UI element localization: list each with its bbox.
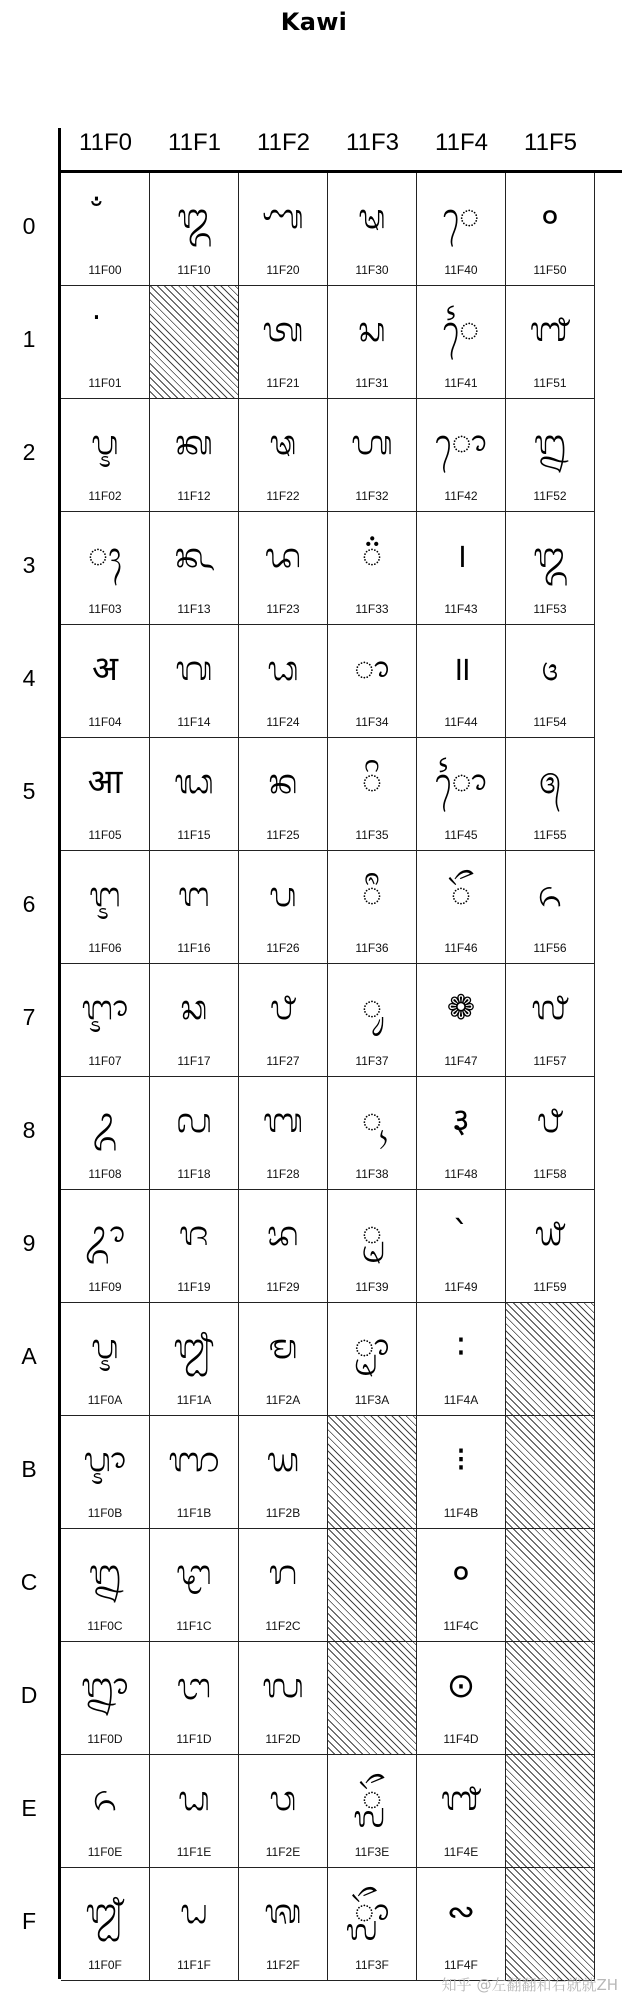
char-glyph: ᬵ: [354, 649, 390, 689]
code-point-label: 11F21: [266, 376, 300, 390]
unassigned-cell: [506, 1303, 595, 1416]
column-header: 11F5: [524, 129, 577, 156]
char-glyph: ᬲ: [358, 310, 386, 350]
char-cell: [61, 286, 150, 399]
char-cell: [61, 851, 150, 964]
row-header: 0: [22, 213, 36, 239]
code-point-label: 11F2A: [265, 1393, 301, 1407]
char-cell: [239, 399, 328, 512]
code-point-label: 11F49: [444, 1280, 478, 1294]
char-glyph: ᬊ: [84, 1214, 126, 1254]
char-glyph: ᬥ: [267, 649, 299, 689]
char-cell: [150, 1642, 239, 1755]
column-header: 11F1: [168, 129, 221, 156]
code-point-label: 11F20: [266, 263, 300, 277]
char-cell: [150, 1868, 239, 1981]
char-glyph: ᭘: [536, 1101, 563, 1141]
char-glyph: ᬳ: [351, 423, 393, 463]
char-glyph: ᬼ: [361, 1779, 383, 1819]
code-point-label: 11F3A: [354, 1393, 390, 1407]
row-header: F: [21, 1908, 37, 1934]
code-point-label: 11F53: [533, 602, 567, 616]
char-cell: [506, 625, 595, 738]
row-header: C: [20, 1569, 38, 1595]
char-glyph: ᬇ: [89, 875, 121, 915]
char-cell: [239, 286, 328, 399]
code-point-label: 11F27: [266, 1054, 300, 1068]
code-point-label: 11F45: [444, 828, 478, 842]
char-cell: [417, 1077, 506, 1190]
char-glyph: ᬟ: [178, 1779, 210, 1819]
code-point-label: 11F52: [533, 489, 567, 503]
char-glyph: ᭀ: [435, 423, 487, 463]
code-point-label: 11F30: [355, 263, 389, 277]
char-glyph: ᬉ: [92, 1101, 118, 1141]
char-cell: [506, 851, 595, 964]
code-point-label: 11F3E: [354, 1845, 390, 1859]
code-point-label: 11F23: [266, 602, 300, 616]
char-glyph: ᭓: [533, 536, 567, 576]
code-point-label: 11F55: [533, 828, 567, 842]
char-cell: [328, 173, 417, 286]
char-cell: [150, 964, 239, 1077]
char-glyph: ०: [452, 1553, 470, 1593]
unassigned-cell: [328, 1529, 417, 1642]
char-glyph: ᬱ: [358, 197, 386, 237]
char-glyph: ᬣ: [269, 423, 297, 463]
char-glyph: ᬔ: [174, 536, 214, 576]
char-cell: [150, 625, 239, 738]
code-point-label: 11F14: [177, 715, 211, 729]
char-glyph: ᬎ: [81, 1666, 129, 1706]
char-cell: [328, 512, 417, 625]
char-glyph: ᬋ: [91, 423, 119, 463]
code-point-label: 11F18: [177, 1167, 211, 1181]
char-glyph: ᭂ: [450, 875, 472, 915]
char-glyph: ᬏ: [92, 1779, 118, 1819]
code-point-label: 11F36: [355, 941, 389, 955]
char-cell: [150, 851, 239, 964]
char-cell: [61, 173, 150, 286]
row-header: 9: [22, 1230, 36, 1256]
char-glyph: ᬰ: [264, 1892, 302, 1932]
char-cell: [150, 1303, 239, 1416]
code-point-label: 11F10: [177, 263, 211, 277]
char-cell: [239, 1642, 328, 1755]
char-cell: [328, 851, 417, 964]
char-cell: [328, 625, 417, 738]
code-point-label: 11F44: [444, 715, 478, 729]
char-cell: [150, 512, 239, 625]
row-header: D: [20, 1682, 38, 1708]
char-glyph: अ: [92, 649, 118, 689]
unassigned-cell: [328, 1642, 417, 1755]
char-cell: [61, 1868, 150, 1981]
row-header: B: [21, 1456, 37, 1482]
code-point-label: 11F40: [444, 263, 478, 277]
char-cell: [239, 1529, 328, 1642]
char-glyph: ᬶ: [361, 762, 383, 802]
unassigned-cell: [506, 1416, 595, 1529]
row-header: 6: [22, 891, 36, 917]
char-glyph: ᬺ: [361, 1214, 383, 1254]
char-glyph: ᬐ: [85, 1892, 125, 1932]
code-point-label: 11F42: [444, 489, 478, 503]
char-glyph: ˋ: [452, 1214, 470, 1254]
code-point-label: 11F29: [266, 1280, 300, 1294]
char-cell: [328, 1077, 417, 1190]
code-point-label: 11F22: [266, 489, 300, 503]
char-cell: [417, 1416, 506, 1529]
char-glyph: ᬮ: [262, 1666, 304, 1706]
code-point-label: 11F31: [355, 376, 389, 390]
char-glyph: ᬫ: [268, 1327, 298, 1367]
char-glyph: ᬋ: [91, 1327, 119, 1367]
char-cell: [239, 173, 328, 286]
char-glyph: ⊙: [446, 1666, 476, 1706]
char-cell: [328, 1303, 417, 1416]
char-glyph: [61, 300, 149, 360]
char-cell: [61, 399, 150, 512]
char-glyph: ᬌ: [83, 1440, 127, 1480]
code-point-label: 11F16: [177, 941, 211, 955]
code-point-label: 11F56: [533, 941, 567, 955]
char-glyph: ᬛ: [173, 1327, 215, 1367]
char-cell: [417, 625, 506, 738]
code-point-label: 11F41: [444, 376, 478, 390]
char-glyph: ᬦ: [268, 762, 298, 802]
char-cell: [239, 1303, 328, 1416]
char-cell: [417, 1642, 506, 1755]
char-cell: [506, 286, 595, 399]
unassigned-cell: [150, 286, 239, 399]
code-point-label: 11F2D: [265, 1732, 301, 1746]
char-cell: [506, 1190, 595, 1303]
char-glyph: ∶: [456, 1327, 466, 1367]
char-glyph: ᬩ: [262, 1101, 304, 1141]
char-cell: [61, 1642, 150, 1755]
code-point-label: 11F1E: [176, 1845, 212, 1859]
code-point-label: 11F34: [355, 715, 389, 729]
char-cell: [417, 173, 506, 286]
char-glyph: ᬸ: [361, 988, 383, 1028]
char-glyph: ०: [541, 197, 559, 237]
char-cell: [239, 1416, 328, 1529]
row-header: 7: [22, 1004, 36, 1030]
char-cell: [61, 1190, 150, 1303]
row-header: 5: [22, 778, 36, 804]
code-point-label: 11F43: [444, 602, 478, 616]
code-point-label: 11F17: [177, 1054, 211, 1068]
code-point-label: 11F50: [533, 263, 567, 277]
char-cell: [417, 1190, 506, 1303]
code-point-label: 11F57: [533, 1054, 567, 1068]
char-cell: [239, 1755, 328, 1868]
code-point-label: 11F13: [177, 602, 211, 616]
code-point-label: 11F4D: [443, 1732, 479, 1746]
row-header: E: [21, 1795, 37, 1821]
char-cell: [417, 1529, 506, 1642]
unassigned-cell: [506, 1868, 595, 1981]
char-glyph: ᬷ: [361, 875, 383, 915]
char-glyph: ᬖ: [174, 762, 214, 802]
char-cell: [506, 738, 595, 851]
char-glyph: ᬍ: [88, 1553, 122, 1593]
char-glyph: ᭑: [529, 310, 571, 350]
code-point-label: 11F1C: [176, 1619, 212, 1633]
code-point-label: 11F0C: [87, 1619, 123, 1633]
row-header: 1: [22, 326, 36, 352]
char-glyph: ᬘ: [180, 988, 208, 1028]
column-header: 11F2: [257, 129, 310, 156]
char-cell: [239, 851, 328, 964]
char-glyph: ᬜ: [168, 1440, 220, 1480]
row-header: 4: [22, 665, 36, 691]
char-glyph: ᬄ: [87, 536, 123, 576]
char-glyph: ᬿ: [442, 310, 480, 350]
char-cell: [61, 512, 150, 625]
char-glyph: ᬪ: [267, 1214, 299, 1254]
char-cell: [150, 1190, 239, 1303]
code-point-label: 11F06: [88, 941, 122, 955]
code-point-label: 11F15: [177, 828, 211, 842]
watermark: 知乎 @左翻翻和右就就ZH: [441, 1976, 618, 1994]
code-point-label: 11F01: [88, 376, 122, 390]
column-header: 11F0: [79, 129, 132, 156]
char-cell: [150, 173, 239, 286]
code-point-label: 11F2F: [266, 1958, 300, 1972]
code-point-label: 11F46: [444, 941, 478, 955]
code-point-label: 11F2C: [265, 1619, 301, 1633]
char-cell: [506, 399, 595, 512]
code-point-label: 11F1D: [176, 1732, 212, 1746]
char-glyph: ᬈ: [81, 988, 129, 1028]
char-glyph: ᬹ: [361, 1101, 383, 1141]
code-point-label: 11F05: [88, 828, 122, 842]
char-cell: [61, 1303, 150, 1416]
char-glyph: ᬙ: [176, 1101, 212, 1141]
char-cell: [328, 738, 417, 851]
char-cell: [150, 1755, 239, 1868]
code-point-label: 11F4A: [443, 1393, 479, 1407]
char-cell: [417, 1303, 506, 1416]
code-point-label: 11F59: [533, 1280, 567, 1294]
char-cell: [239, 512, 328, 625]
char-glyph: ᬴: [361, 536, 383, 576]
char-cell: [417, 512, 506, 625]
code-point-label: 11F54: [533, 715, 567, 729]
code-point-label: 11F38: [355, 1167, 389, 1181]
code-point-label: 11F2E: [265, 1845, 301, 1859]
code-point-label: 11F00: [88, 263, 122, 277]
char-glyph: ᬨ: [269, 988, 296, 1028]
code-point-label: 11F39: [355, 1280, 389, 1294]
char-cell: [417, 286, 506, 399]
code-point-label: 11F04: [88, 715, 122, 729]
unassigned-cell: [328, 1416, 417, 1529]
chart-title: Kawi: [280, 8, 348, 36]
char-glyph: ❁: [446, 988, 476, 1028]
row-header: 8: [22, 1117, 36, 1143]
char-cell: [239, 625, 328, 738]
char-glyph: ᬻ: [354, 1327, 390, 1367]
code-point-label: 11F33: [355, 602, 389, 616]
code-point-label: 11F4C: [443, 1619, 479, 1633]
char-glyph: आ: [87, 762, 123, 802]
code-point-label: 11F1B: [176, 1506, 212, 1520]
char-glyph: ᬕ: [175, 649, 213, 689]
char-cell: [150, 1416, 239, 1529]
char-cell: [61, 964, 150, 1077]
code-point-label: 11F07: [88, 1054, 122, 1068]
code-point-label: 11F25: [266, 828, 300, 842]
code-point-label: 11F2B: [265, 1506, 301, 1520]
row-header: 2: [22, 439, 36, 465]
row-header-rule: [58, 128, 61, 1979]
char-glyph: ⁝: [455, 1440, 467, 1480]
char-cell: [328, 399, 417, 512]
char-cell: [61, 1077, 150, 1190]
char-glyph: ᬞ: [176, 1666, 212, 1706]
code-point-label: 11F32: [355, 489, 389, 503]
char-cell: [506, 1077, 595, 1190]
char-glyph: [61, 187, 149, 247]
char-cell: [506, 173, 595, 286]
code-point-label: 11F4E: [443, 1845, 479, 1859]
char-glyph: ᬭ: [268, 1553, 298, 1593]
row-header: 3: [22, 552, 36, 578]
code-point-label: 11F1A: [176, 1393, 212, 1407]
char-cell: [239, 738, 328, 851]
code-point-label: 11F24: [266, 715, 300, 729]
code-point-label: 11F26: [266, 941, 300, 955]
char-cell: [328, 1868, 417, 1981]
code-point-label: 11F37: [355, 1054, 389, 1068]
code-point-label: 11F03: [88, 602, 122, 616]
char-cell: [328, 1755, 417, 1868]
column-header: 11F3: [346, 129, 399, 156]
char-glyph: ᬾ: [442, 197, 480, 237]
char-glyph: ᬬ: [266, 1440, 300, 1480]
char-cell: [328, 964, 417, 1077]
code-point-label: 11F4B: [443, 1506, 479, 1520]
char-glyph: ᬑ: [177, 197, 211, 237]
code-point-label: 11F09: [88, 1280, 122, 1294]
char-cell: [61, 738, 150, 851]
char-cell: [61, 1755, 150, 1868]
code-point-label: 11F02: [88, 489, 122, 503]
code-point-label: 11F48: [444, 1167, 478, 1181]
char-cell: [61, 625, 150, 738]
char-cell: [417, 1868, 506, 1981]
code-point-label: 11F4F: [444, 1958, 478, 1972]
char-cell: [150, 738, 239, 851]
char-cell: [328, 1190, 417, 1303]
code-point-label: 11F58: [533, 1167, 567, 1181]
char-cell: [61, 1529, 150, 1642]
char-glyph: ᬚ: [179, 1214, 209, 1254]
char-glyph: ᭖: [537, 875, 563, 915]
char-glyph: ᭙: [534, 1214, 566, 1254]
char-cell: [328, 286, 417, 399]
char-cell: [239, 1077, 328, 1190]
code-point-label: 11F19: [177, 1280, 211, 1294]
code-point-label: 11F0B: [87, 1506, 123, 1520]
char-glyph: ᭔: [541, 649, 559, 689]
char-glyph: ᬡ: [262, 197, 304, 237]
code-point-label: 11F0A: [87, 1393, 123, 1407]
code-point-label: 11F35: [355, 828, 389, 842]
char-glyph: ᬓ: [175, 423, 213, 463]
code-point-label: 11F08: [88, 1167, 122, 1181]
code-point-label: 11F0F: [88, 1958, 122, 1972]
char-glyph: ᭗: [531, 988, 569, 1028]
code-point-label: 11F1F: [177, 1958, 211, 1972]
char-glyph: ᬤ: [264, 536, 302, 576]
char-cell: [506, 964, 595, 1077]
char-glyph: ᬝ: [176, 1553, 212, 1593]
char-glyph: ॥: [450, 649, 472, 689]
code-point-label: 11F12: [177, 489, 211, 503]
char-cell: [417, 1755, 506, 1868]
code-point-label: 11F0E: [87, 1845, 123, 1859]
char-glyph: ᬯ: [269, 1779, 297, 1819]
char-glyph: ।: [454, 536, 468, 576]
code-point-label: 11F3F: [355, 1958, 389, 1972]
char-glyph: ३: [452, 1101, 470, 1141]
code-point-label: 11F28: [266, 1167, 300, 1181]
char-glyph: ᬽ: [354, 1892, 390, 1932]
char-cell: [506, 512, 595, 625]
char-glyph: ∾: [446, 1892, 476, 1932]
code-point-label: 11F0D: [87, 1732, 123, 1746]
char-cell: [61, 1416, 150, 1529]
char-glyph: ᭁ: [435, 762, 487, 802]
char-cell: [239, 1868, 328, 1981]
row-header: A: [21, 1343, 37, 1369]
unassigned-cell: [506, 1642, 595, 1755]
char-glyph: ᬗ: [178, 875, 210, 915]
column-header: 11F4: [435, 129, 488, 156]
char-glyph: ᬠ: [180, 1892, 208, 1932]
char-cell: [417, 738, 506, 851]
char-cell: [150, 1077, 239, 1190]
char-glyph: ᬧ: [269, 875, 297, 915]
code-point-label: 11F47: [444, 1054, 478, 1068]
char-glyph: ᭒: [533, 423, 567, 463]
char-cell: [417, 399, 506, 512]
char-cell: [417, 851, 506, 964]
char-cell: [150, 1529, 239, 1642]
char-cell: [150, 399, 239, 512]
unassigned-cell: [506, 1755, 595, 1868]
char-cell: [239, 1190, 328, 1303]
char-glyph: ᬢ: [262, 310, 304, 350]
code-point-label: 11F51: [533, 376, 567, 390]
header-rule: [58, 170, 622, 173]
char-cell: [239, 964, 328, 1077]
unassigned-cell: [506, 1529, 595, 1642]
char-glyph: ᭕: [538, 762, 562, 802]
char-cell: [417, 964, 506, 1077]
char-glyph: ᭑: [440, 1779, 482, 1819]
